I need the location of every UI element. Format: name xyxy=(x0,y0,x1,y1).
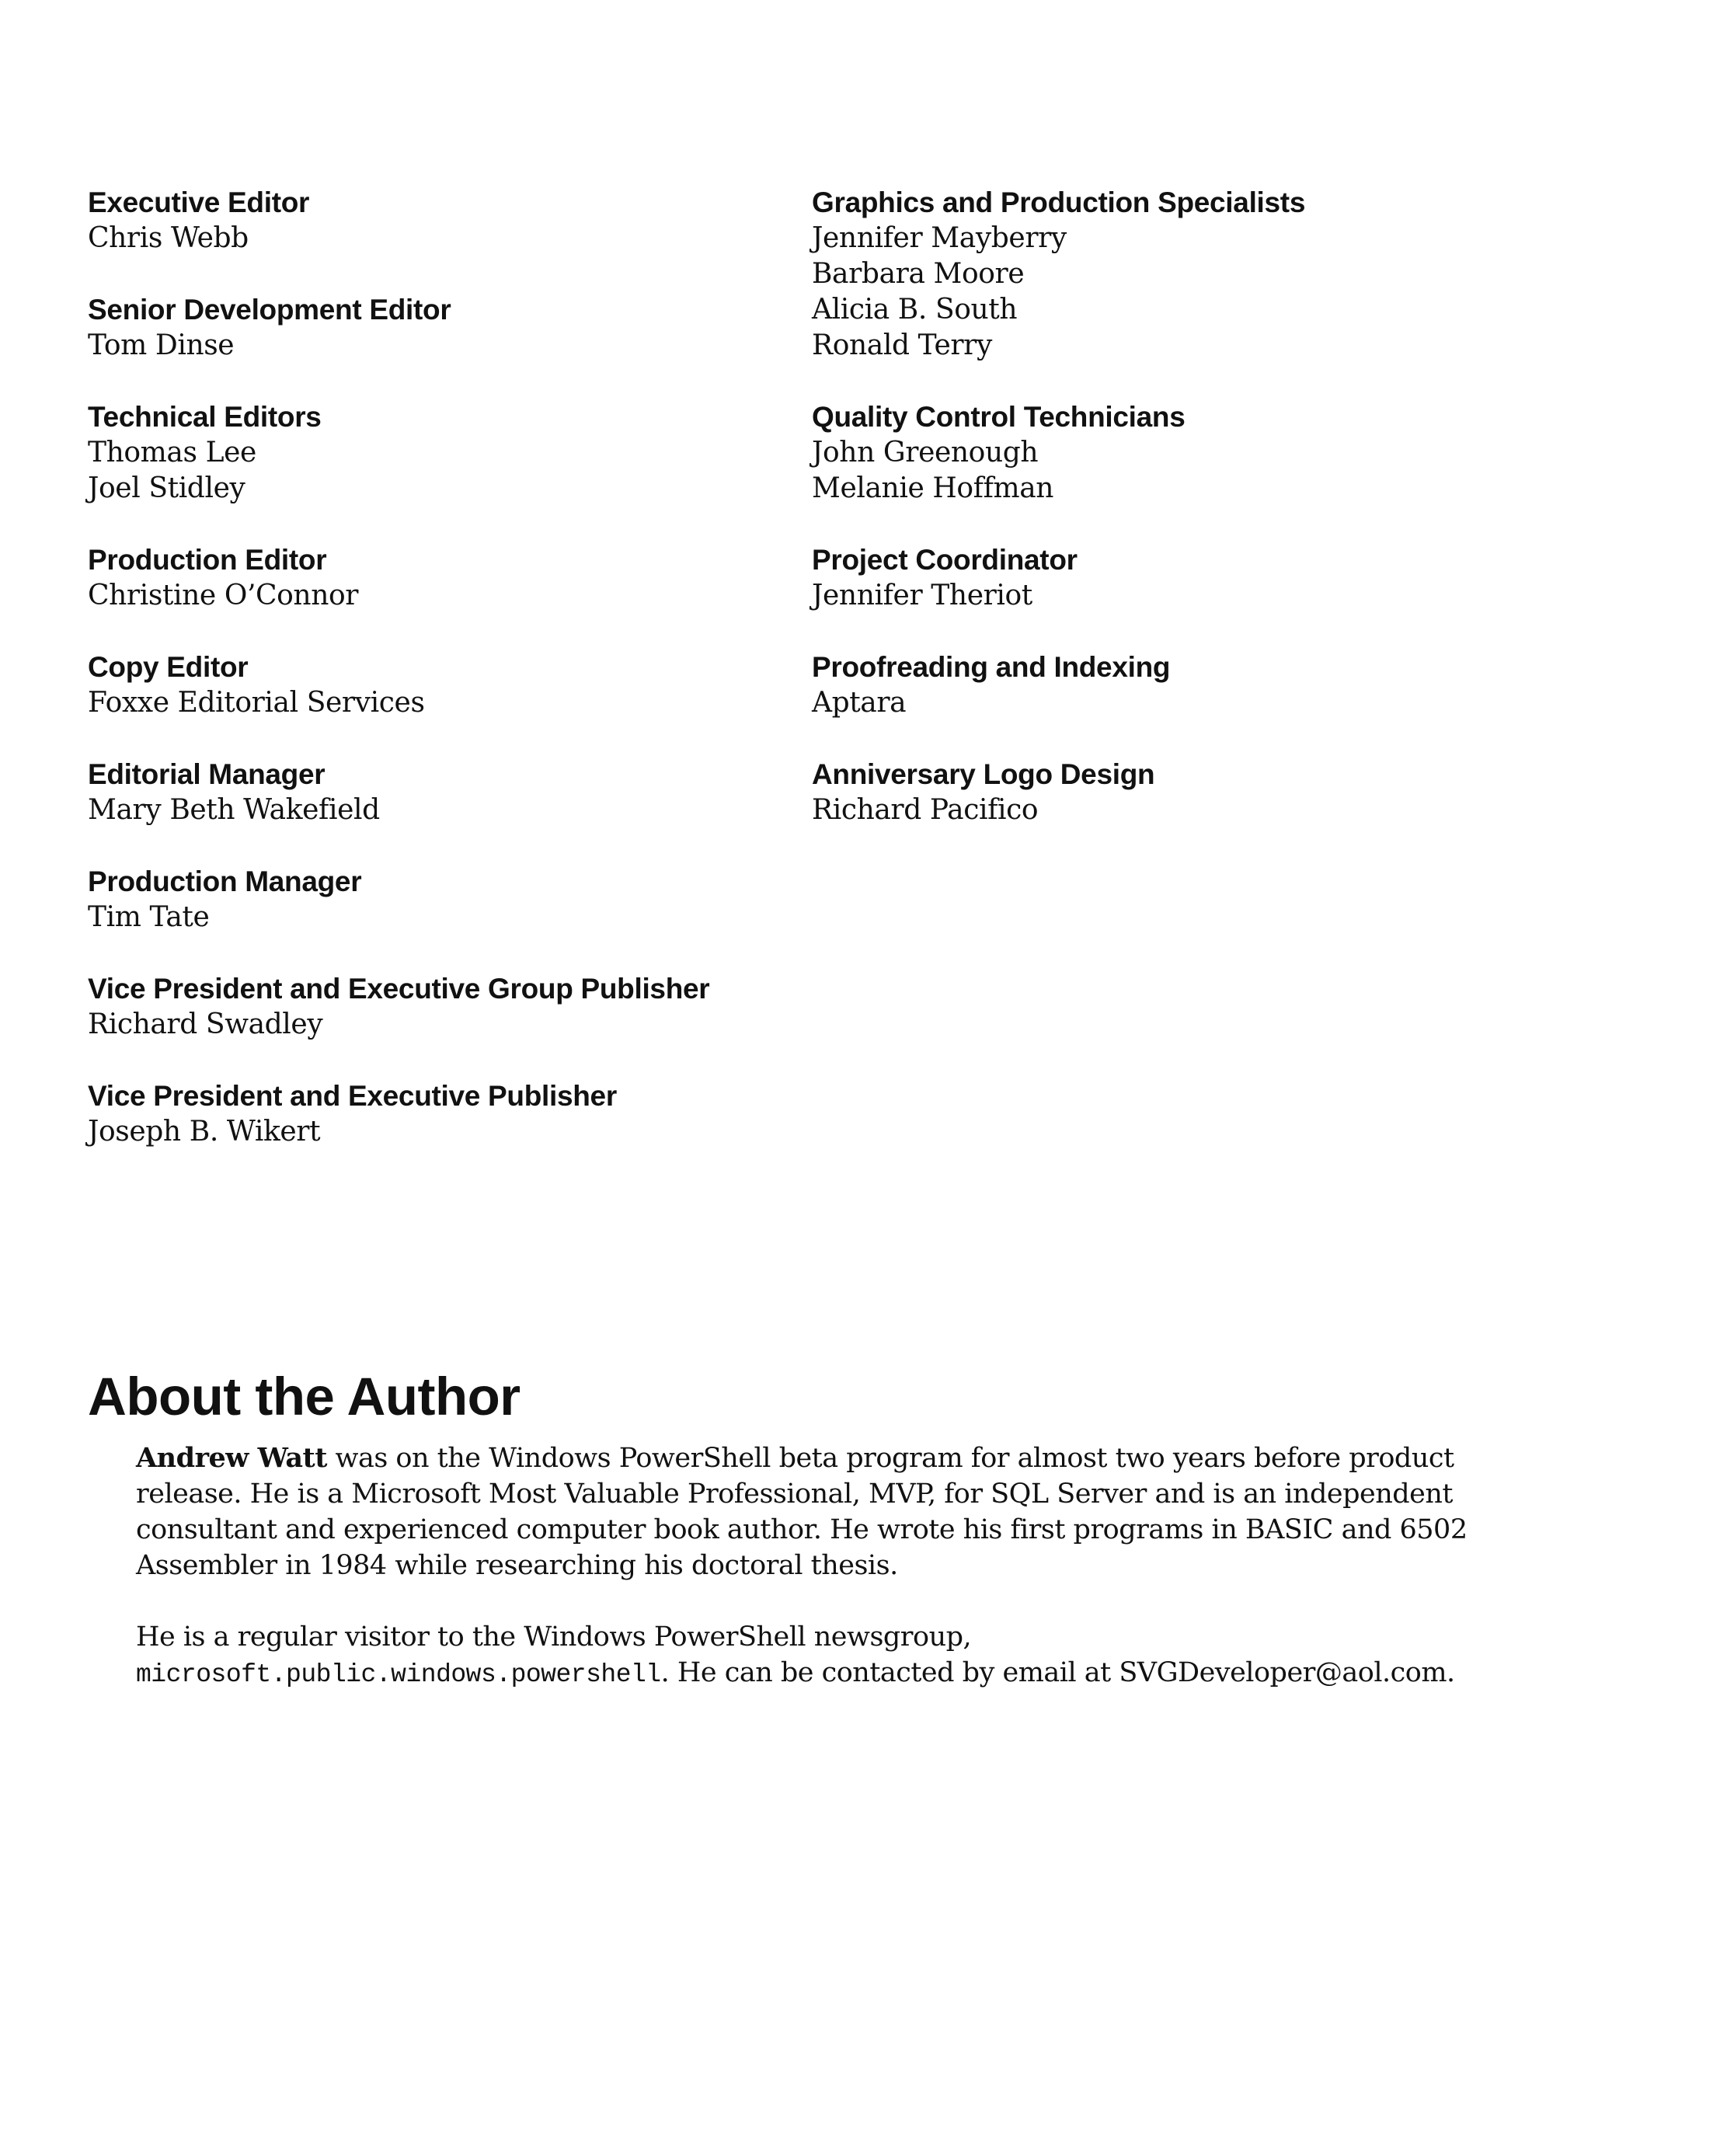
credit-block xyxy=(88,757,787,828)
credit-role: Anniversary Logo Design xyxy=(812,758,1155,790)
credit-name: Mary Beth Wakefield xyxy=(88,794,380,826)
credit-role: Senior Development Editor xyxy=(88,294,451,326)
about-paragraph-2 xyxy=(136,1619,1503,1693)
about-paragraph-1 xyxy=(136,1440,1503,1583)
credit-name: Alicia B. South xyxy=(812,294,1018,326)
credit-block xyxy=(88,971,787,1043)
credit-name: Richard Pacifico xyxy=(812,794,1039,826)
about-the-author-section xyxy=(88,1366,1564,1729)
credit-block xyxy=(88,864,787,935)
credit-name: Joel Stidley xyxy=(88,472,245,504)
about-body xyxy=(136,1440,1503,1693)
about-paragraph-2-text-before: He is a regular visitor to the Windows PowerShell newsgroup, xyxy=(136,1621,972,1653)
credit-role: Quality Control Technicians xyxy=(812,401,1186,433)
credit-role: Editorial Manager xyxy=(88,758,326,790)
credit-name: Foxxe Editorial Services xyxy=(88,687,425,719)
credit-block xyxy=(812,399,1589,507)
credit-name: Ronald Terry xyxy=(812,329,992,361)
credit-role: Production Editor xyxy=(88,544,327,576)
credit-role: Proofreading and Indexing xyxy=(812,651,1171,683)
credit-role: Vice President and Executive Publisher xyxy=(88,1080,617,1112)
about-title: About the Author xyxy=(88,1367,521,1426)
author-name: Andrew Watt xyxy=(136,1442,327,1474)
credit-name: Aptara xyxy=(812,687,907,719)
credit-name: Tom Dinse xyxy=(88,329,235,361)
credit-name: Melanie Hoffman xyxy=(812,472,1054,504)
credit-name: Barbara Moore xyxy=(812,258,1025,290)
about-paragraph-1-text: was on the Windows PowerShell beta program for almost two years before product release. He is a Microsoft Most Valuable Professional, MVP, for SQL Server and is an independent consultant and experienced computer book author. He wrote his first programs in BASIC and 6502 Assembler in 1984 while researching his doctoral thesis. xyxy=(136,1443,1468,1581)
credit-block xyxy=(88,185,787,256)
credit-block xyxy=(88,292,787,364)
credit-role: Executive Editor xyxy=(88,186,310,218)
credits-left-column xyxy=(88,185,787,1186)
credit-block xyxy=(88,650,787,721)
credit-role: Copy Editor xyxy=(88,651,249,683)
credit-block xyxy=(88,399,787,507)
about-paragraph-2-text-after: . He can be contacted by email at SVGDeveloper@aol.com. xyxy=(660,1657,1455,1688)
credit-block xyxy=(812,185,1589,364)
credit-name: Richard Swadley xyxy=(88,1008,323,1040)
credit-role: Vice President and Executive Group Publisher xyxy=(88,973,710,1005)
credit-role: Project Coordinator xyxy=(812,544,1078,576)
credit-name: Joseph B. Wikert xyxy=(88,1116,321,1148)
credits-right-column xyxy=(812,185,1589,864)
credit-block xyxy=(812,542,1589,614)
credit-name: Chris Webb xyxy=(88,222,249,254)
credits-section xyxy=(0,185,1720,1195)
newsgroup-name: microsoft.public.windows.powershell xyxy=(136,1660,661,1689)
credit-role: Production Manager xyxy=(88,866,362,897)
credit-name: Tim Tate xyxy=(88,901,210,933)
credit-block xyxy=(88,1078,787,1150)
credit-name: John Greenough xyxy=(812,437,1039,468)
credit-block xyxy=(812,757,1589,828)
credit-name: Jennifer Mayberry xyxy=(812,222,1067,254)
credit-name: Christine O’Connor xyxy=(88,580,359,611)
credit-name: Thomas Lee xyxy=(88,437,256,468)
credit-block xyxy=(812,650,1589,721)
credit-role: Graphics and Production Specialists xyxy=(812,186,1306,218)
credit-block xyxy=(88,542,787,614)
credit-name: Jennifer Theriot xyxy=(812,580,1032,611)
credit-role: Technical Editors xyxy=(88,401,322,433)
